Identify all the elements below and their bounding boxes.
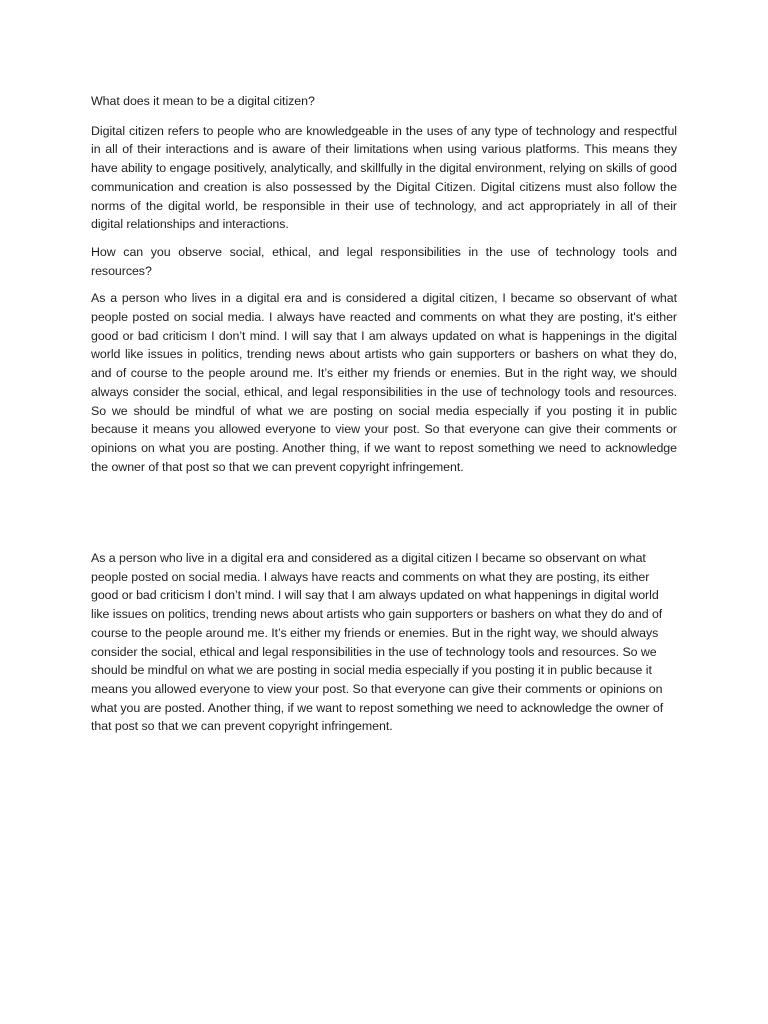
- answer-paragraph-2: As a person who lives in a digital era and is considered a digital citizen, I became so observant of what people posted on social media. I always have reacted and comments on what they are posting, it's either good or bad criticism I don’t mind. I will say that I am always updated on what is happenings in the digital world like issues in politics, trending news about artists who gain supporters or bashers on what they do, and of course to the people around me. It’s either my friends or enemies. But in the right way, we should always consider the social, ethical, and legal responsibilities in the use of technology tools and resources. So we should be mindful of what we are posting on social media especially if you posting it in public because it means you allowed everyone to view your post. So that everyone can give their comments or opinions on what you are posting. Another thing, if we want to repost something we need to acknowledge the owner of that post so that we can prevent copyright infringement.: [91, 291, 677, 474]
- answer-paragraph-1: Digital citizen refers to people who are knowledgeable in the uses of any type of technology and respectful in all of their interactions and is aware of their limitations when using various platforms. This means they have ability to engage positively, analytically, and skillfully in the digital environment, relying on skills of good communication and creation is also possessed by the Digital Citizen. Digital citizens must also follow the norms of the digital world, be responsible in their use of technology, and act appropriately in all of their digital relationships and interactions.: [91, 123, 677, 232]
- document-content: [91, 92, 677, 734]
- question-heading-2: How can you observe social, ethical, and legal responsibilities in the use of technology tools and resources?: [91, 244, 677, 278]
- question-heading-1: What does it mean to be a digital citizen?: [91, 94, 315, 108]
- answer-paragraph-3: As a person who live in a digital era and considered as a digital citizen I became so observant on what people posted on social media. I always have reacts and comments on what they are posting, its either good or bad criticism I don’t mind. I will say that I am always updated on what happenings in digital world like issues on politics, trending news about artists who gain supporters or bashers on what they do and of course to the people around me. It’s either my friends or enemies. But in the right way, we should always consider the social, ethical and legal responsibilities in the use of technology tools and resources. So we should be mindful on what we are posting in social media especially if you posting it in public because it means you allowed everyone to view your post. So that everyone can give their comments or opinions on what you are posted. Another thing, if we want to repost something we need to acknowledge the owner of that post so that we can prevent copyright infringement.: [91, 551, 664, 734]
